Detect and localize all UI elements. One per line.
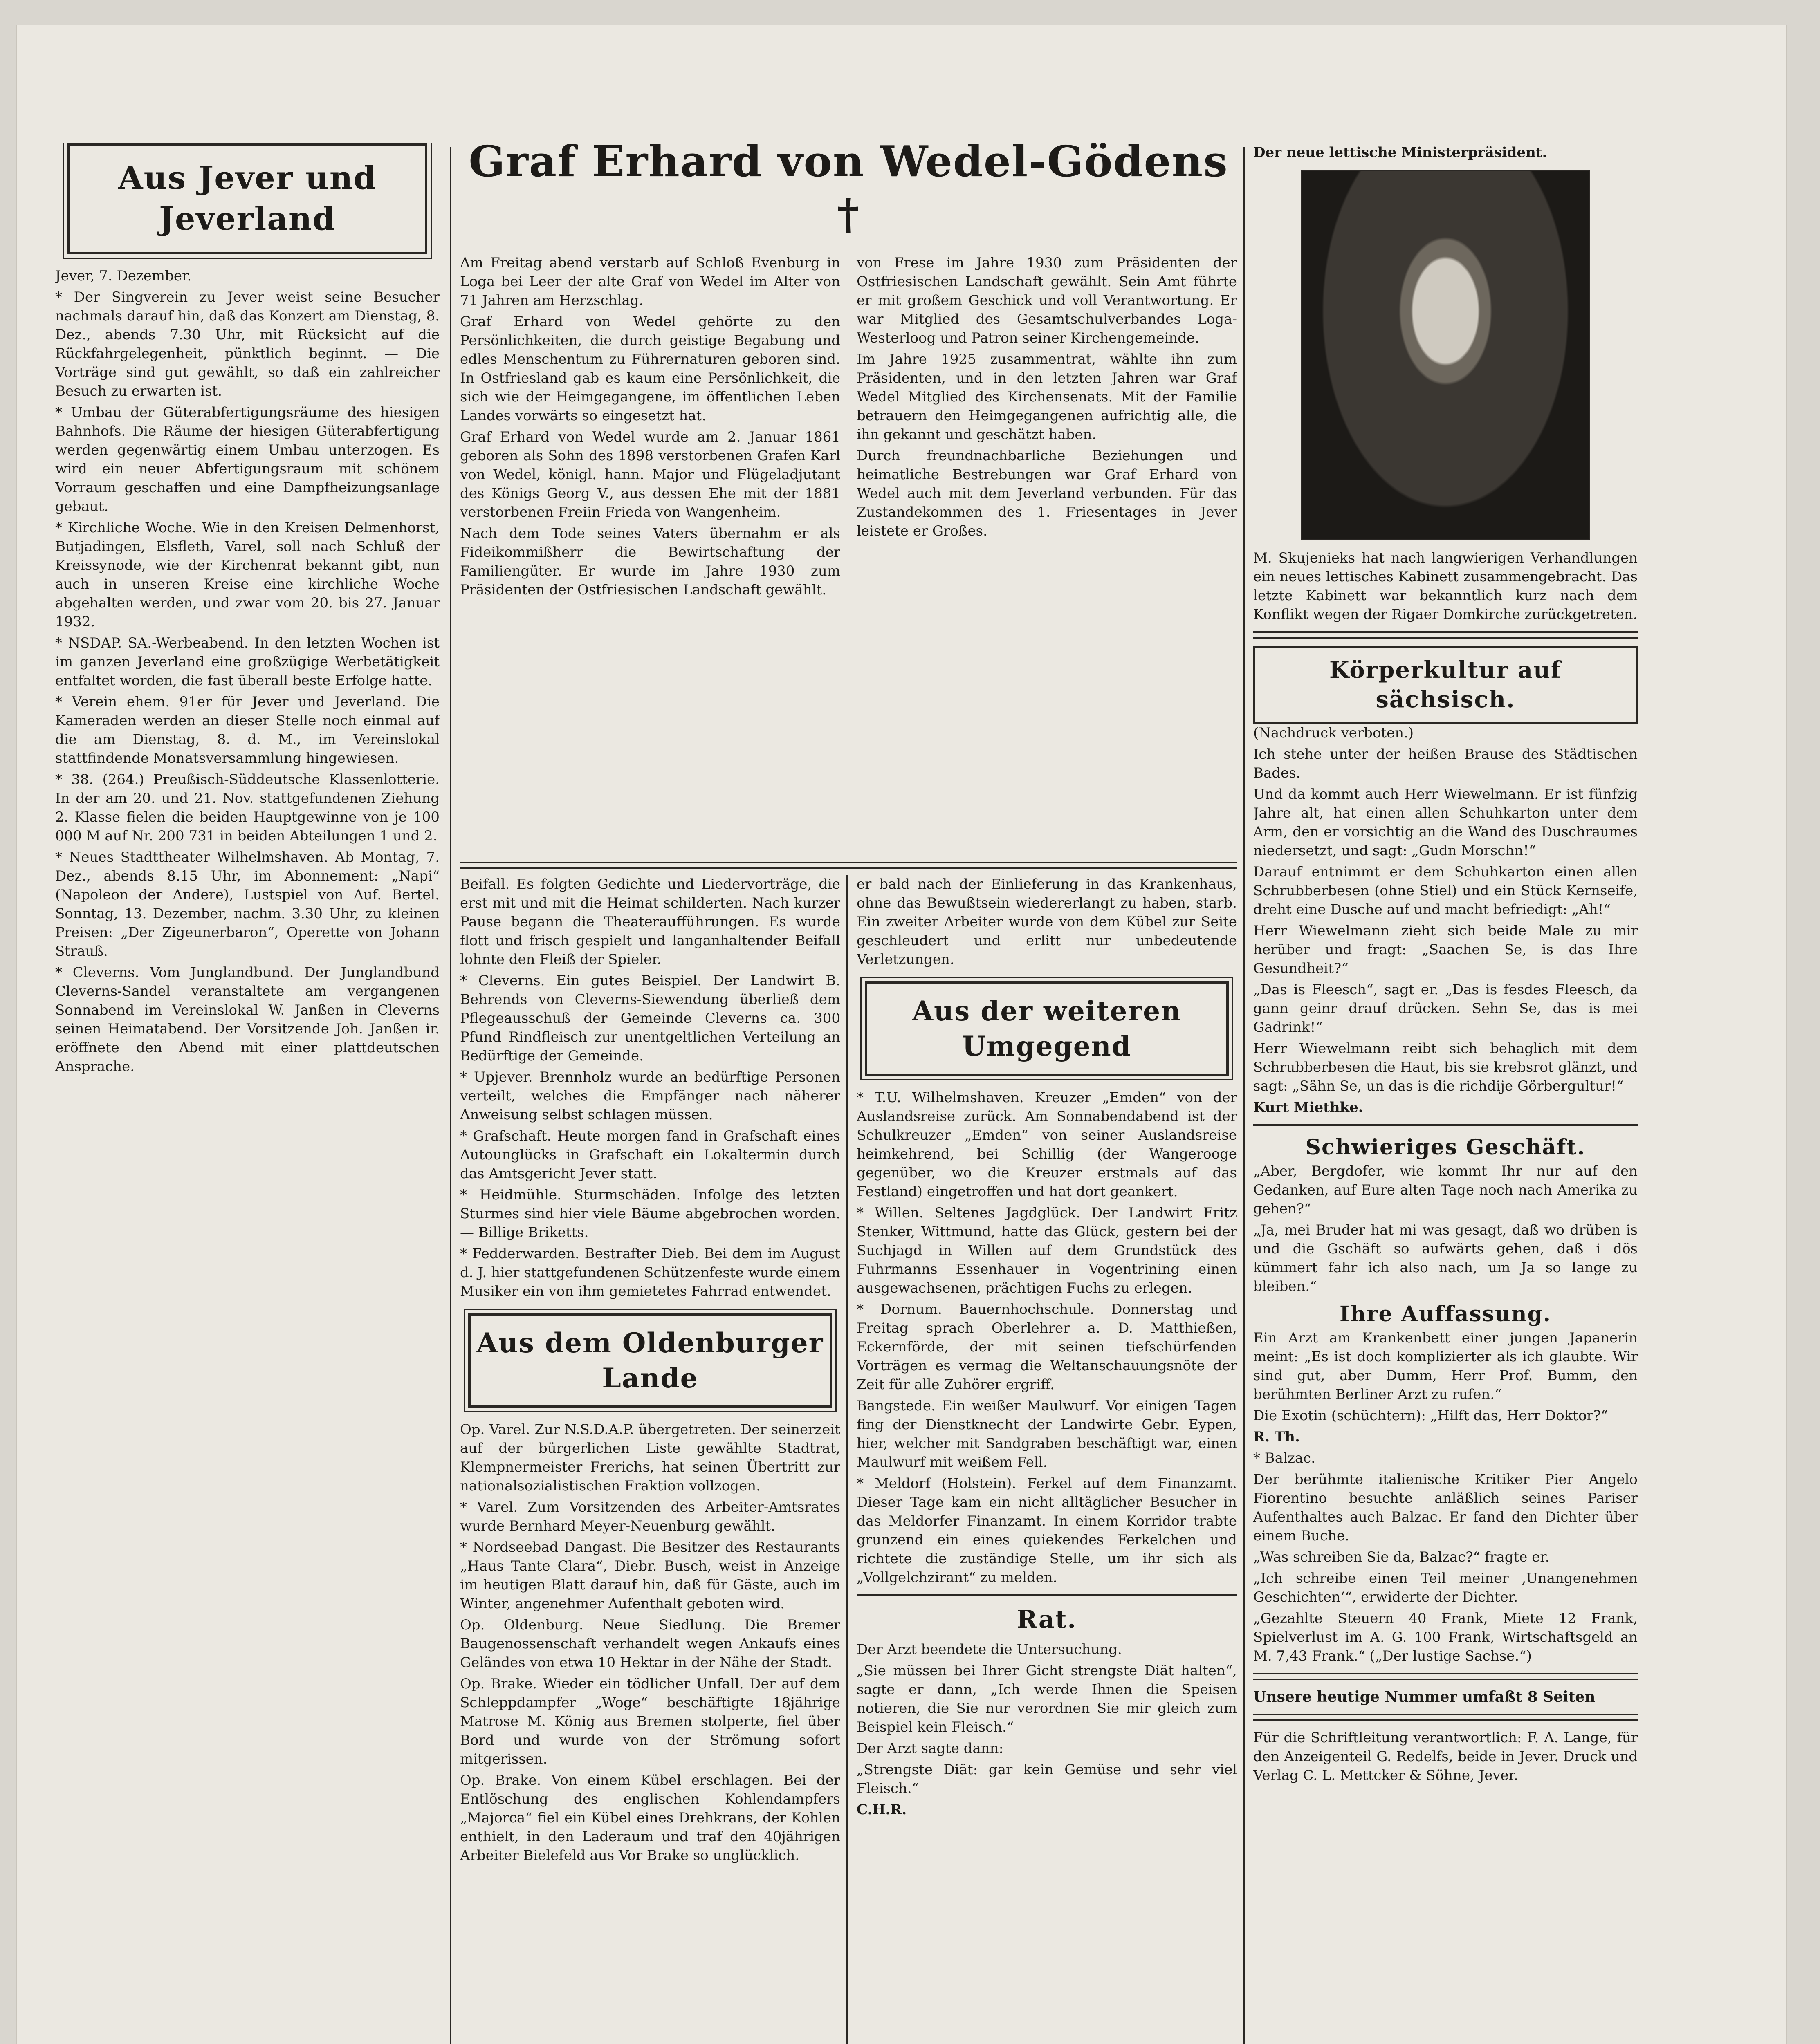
article-paragraph: * Nordseebad Dangast. Die Besitzer des Restaurants „Haus Tante Clara“, Diebr. Busch, weist in Anzeige im heutigen Blatt darauf hin, daß für Gäste, auch im Winter, angenehmer Aufenthalt geboten wird. xyxy=(460,1539,840,1612)
story-paragraph: „Ja, mei Bruder hat mi was gesagt, daß wo drüben is und die Gschäft so aufwärts gehen, daß i dös kümmert fahr ich also nach, um Ja so lange zu bleiben.“ xyxy=(1253,1222,1638,1295)
rat-line: „Strengste Diät: gar kein Gemüse und sehr viel Fleisch.“ xyxy=(857,1762,1237,1797)
story-paragraph: „Gezahlte Steuern 40 Frank, Miete 12 Frank, Spielverlust im A. G. 100 Frank, Wirtschaftsgeld an M. 7,43 Frank.“ („Der lustige Sachse.“) xyxy=(1253,1610,1638,1664)
story-paragraph: „Ich schreibe einen Teil meiner ‚Unangenehmen Geschichten‘“, erwiderte der Dichter. xyxy=(1253,1570,1638,1605)
headline-article xyxy=(460,135,1237,854)
article-paragraph: * NSDAP. SA.-Werbeabend. In den letzten Wochen ist im ganzen Jeverland eine großzügige Werbetätigkeit entfaltet worden, die fast überall beste Erfolge hatte. xyxy=(55,635,440,689)
column-rule xyxy=(1243,147,1245,2044)
rat-line: Der Arzt sagte dann: xyxy=(857,1740,1003,1757)
imprint: Für die Schriftleitung verantwortlich: F. A. Lange, für den Anzeigenteil G. Redelfs, beide in Jever. Druck und Verlag C. L. Mettcker & Söhne, Jever. xyxy=(1253,1730,1638,1784)
story-paragraph: Der berühmte italienische Kritiker Pier Angelo Fiorentino besuchte anläßlich seines Pariser Aufenthaltes auch Balzac. Er fand den Dichter über einem Buche. xyxy=(1253,1471,1638,1544)
newspaper-page xyxy=(16,25,1787,2044)
article-paragraph: Durch freundnachbarliche Beziehungen und heimatliche Bestrebungen war Graf Erhard von Wedel auch mit dem Jeverland verbunden. Für das Zustandekommen des 1. Friesentages in Jever leistete er Großes. xyxy=(857,448,1237,539)
column-local-news xyxy=(460,875,840,2044)
story-paragraph: Und da kommt auch Herr Wiewelmann. Er ist fünfzig Jahre alt, hat einen allen Schuhkarton unter dem Arm, den er vorsichtig an die Wand des Duschraumes niedersetzt, und sagt: „Gudn Morschn!“ xyxy=(1253,786,1638,859)
article-paragraph: * Heidmühle. Sturmschäden. Infolge des letzten Sturmes sind hier viele Bäume abgebrochen worden. — Billige Briketts. xyxy=(460,1187,840,1241)
banner-oldenburg-title: Aus dem Oldenburger Lande xyxy=(476,1327,824,1394)
article-paragraph: * T.U. Wilhelmshaven. Kreuzer „Emden“ von der Auslandsreise zurück. Am Sonnabendabend ist der Schulkreuzer „Emden“ von seiner Auslandsreise heimkehrend, bei Schillig (der Wangerooge gegenüber, wo die Kreuzer erstmals auf das Festland) eingetroffen und hat dort geankert. xyxy=(857,1089,1237,1200)
portrait-photo xyxy=(1301,170,1590,540)
banner-oldenburg xyxy=(468,1313,832,1408)
article-paragraph: Graf Erhard von Wedel wurde am 2. Januar 1861 geboren als Sohn des 1898 verstorbenen Grafen Karl von Wedel, königl. hann. Major und Flügeladjutant des Königs Georg V., aus dessen Ehe mit der 1881 verstorbenen Freiin Frieda von Wangenheim. xyxy=(460,429,840,520)
column-rule xyxy=(846,875,848,2044)
banner-umgegend-title: Aus der weiteren Umgegend xyxy=(912,995,1182,1062)
article-paragraph: * Kirchliche Woche. Wie in den Kreisen Delmenhorst, Butjadingen, Elsfleth, Varel, soll nach Schluß der Kreissynode, wie der Kirchenrat bekannt gibt, nun auch in unseren Kreise eine kirchliche Woche abgehalten werden, und zwar vom 20. bis 27. Januar 1932. xyxy=(55,520,440,630)
story-paragraph: Die Exotin (schüchtern): „Hilft das, Herr Doktor?“ xyxy=(1253,1407,1608,1424)
banner-umgegend xyxy=(865,981,1229,1076)
section-divider xyxy=(1253,1124,1638,1126)
story-title: Schwieriges Geschäft. xyxy=(1305,1135,1586,1160)
article-paragraph: * Upjever. Brennholz wurde an bedürftige Personen verteilt, welches die Empfänger nach näherer Anweisung selbst schlagen müssen. xyxy=(460,1069,840,1123)
article-paragraph: Nach dem Tode seines Vaters übernahm er als Fideikommißherr die Bewirtschaftung der Familiengüter. Er wurde im Jahre 1930 zum Präsidenten der Ostfriesischen Landschaft gewählt. xyxy=(460,525,840,598)
article-paragraph: Op. Varel. Zur N.S.D.A.P. übergetreten. Der seinerzeit auf der bürgerlichen Liste gewählte Stadtrat, Klempnermeister Frerichs, hat seinen Übertritt zur nationalsozialistischen Fraktion vollzogen. xyxy=(460,1421,840,1494)
article-paragraph: * Der Singverein zu Jever weist seine Besucher nachmals darauf hin, daß das Konzert am Dienstag, 8. Dez., abends 7.30 Uhr, mit Rücksicht auf die Rückfahrgelegenheit, pünktlich beginnt. — Die Vorträge sind gut gewählt, so daß ein zahlreicher Besuch zu erwarten ist. xyxy=(55,289,440,399)
story-paragraph: Herr Wiewelmann zieht sich beide Male zu mir herüber und fragt: „Saachen Se, is das Ihre Gesundheit?“ xyxy=(1253,923,1638,977)
photo-caption: M. Skujenieks hat nach langwierigen Verhandlungen ein neues lettisches Kabinett zusammengebracht. Das letzte Kabinett war bekanntlich kurz nach dem Konflikt wegen der Rigaer Domkirche zurückgetreten. xyxy=(1253,550,1638,623)
story-paragraph: Herr Wiewelmann reibt sich behaglich mit dem Schrubberbesen die Haut, bis sie krebsrot glänzt, und sagt: „Sähn Se, un das is die richdije Görbergultur!“ xyxy=(1253,1040,1638,1094)
article-paragraph: * Meldorf (Holstein). Ferkel auf dem Finanzamt. Dieser Tage kam ein nicht alltäglicher Besucher in das Meldorfer Finanzamt. In einem Korridor trabte grunzend ein eines quiekendes Ferkelchen und richtete die zuständige Stelle, um ihr sich als „Vollgelchzirant“ zu melden. xyxy=(857,1475,1237,1586)
rat-signature: C.H.R. xyxy=(857,1802,907,1818)
article-paragraph: Bangstede. Ein weißer Maulwurf. Vor einigen Tagen fing der Dienstknecht der Landwirte Gebr. Eypen, hier, welcher mit Sandgraben beschäftigt war, einen Maulwurf mit weißem Fell. xyxy=(857,1398,1237,1470)
story-author: R. Th. xyxy=(1253,1429,1300,1445)
rat-title: Rat. xyxy=(1017,1605,1077,1634)
article-paragraph: Im Jahre 1925 zusammentrat, wählte ihn zum Präsidenten, und in den letzten Jahren war Graf Wedel Mitglied des Kirchensenats. Mit der Familie betrauern den Heimgegangenen aufrichtig alle, die ihn gekannt und geschätzt haben. xyxy=(857,351,1237,443)
article-paragraph: Graf Erhard von Wedel gehörte zu den Persönlichkeiten, die durch geistige Begabung und edles Menschentum zu Führernaturen geboren sind. In Ostfriesland gab es kaum eine Persönlichkeit, die sich wie der Heimgegangene, im öffentlichen Leben Landes vorwärts so eingesetzt hat. xyxy=(460,314,840,424)
article-paragraph: Op. Brake. Von einem Kübel erschlagen. Bei der Entlöschung des englischen Kohlendampfers „Majorca“ fiel ein Kübel eines Drehkrans, der Kohlen enthielt, in den Laderaum und traf den 40jährigen Arbeiter Bielefeld aus Vor Brake so unglücklich. xyxy=(460,1772,840,1864)
section-divider xyxy=(1253,1673,1638,1680)
article-paragraph: * Umbau der Güterabfertigungsräume des hiesigen Bahnhofs. Die Räume der hiesigen Güterabfertigung werden gegenwärtig einem Umbau unterzogen. Es wird ein neuer Abfertigungsraum mit schönem Vorraum geschaffen und eine Dampfheizungsanlage gebaut. xyxy=(55,404,440,515)
column-feuilleton xyxy=(1253,143,1638,2044)
article-paragraph: er bald nach der Einlieferung in das Krankenhaus, ohne das Bewußtsein wiedererlangt zu haben, starb. Ein zweiter Arbeiter wurde von dem Kübel zur Seite geschleudert und erlitt nur unbedeutende Verletzungen. xyxy=(857,876,1237,968)
article-paragraph: * Cleverns. Vom Junglandbund. Der Junglandbund Cleverns-Sandel veranstaltete am vergangenen Sonnabend im Vereinslokal W. Janßen in Cleverns seinen Heimatabend. Der Vorsitzende Joh. Janßen ir. eröffnete den Abend mit einer plattdeutschen Ansprache. xyxy=(55,964,440,1075)
story-title: Ihre Auffassung. xyxy=(1340,1302,1551,1327)
story-title-box xyxy=(1253,646,1638,724)
column-rule xyxy=(450,147,451,2044)
article-paragraph: Beifall. Es folgten Gedichte und Liedervorträge, die erst mit und mit die Heimat schilderten. Nach kurzer Pause begann die Theateraufführungen. Es wurde flott und frisch gespielt und langanhaltender Beifall lohnte den Fleiß der Spieler. xyxy=(460,876,840,968)
column-region xyxy=(857,875,1237,2044)
article-paragraph: * Willen. Seltenes Jagdglück. Der Landwirt Fritz Stenker, Wittmund, hatte das Glück, gestern bei der Suchjagd in Willen auf dem Grundstück des Fuhrmanns Essenhauer in Vogentrining einen ausgewachsenen, prächtigen Fuchs zu erlegen. xyxy=(857,1205,1237,1296)
article-paragraph: von Frese im Jahre 1930 zum Präsidenten der Ostfriesischen Landschaft gewählt. Sein Amt führte er mit großem Geschick und voll Verantwortung. Er war Mitglied des Gesamtschulverbandes Loga-Westerloog und Patron seiner Kirchengemeinde. xyxy=(857,255,1237,346)
article-paragraph: * Cleverns. Ein gutes Beispiel. Der Landwirt B. Behrends von Cleverns-Siewendung überließ dem Pflegeausschuß der Gemeinde Cleverns ca. 300 Pfund Rindfleisch zur unentgeltlichen Verteilung an Bedürftige der Gemeinde. xyxy=(460,973,840,1064)
article-paragraph: Am Freitag abend verstarb auf Schloß Evenburg in Loga bei Leer der alte Graf von Wedel im Alter von 71 Jahren am Herzschlag. xyxy=(460,255,840,309)
headline: Graf Erhard von Wedel-Gödens † xyxy=(469,136,1228,240)
story-paragraph: „Aber, Bergdofer, wie kommt Ihr nur auf den Gedanken, auf Eure alten Tage noch nach Amerika zu gehen?“ xyxy=(1253,1163,1638,1217)
story-paragraph: „Das is Fleesch“, sagt er. „Das is fesdes Fleesch, da gann geinr drauf drücken. Sehn Se, das is mei Gadrink!“ xyxy=(1253,982,1638,1035)
section-divider xyxy=(1253,1714,1638,1721)
article-paragraph: * Neues Stadttheater Wilhelmshaven. Ab Montag, 7. Dez., abends 8.15 Uhr, im Abonnement: „Napi“ (Napoleon der Andere), Lustspiel von Auf. Bertel. Sonntag, 13. Dezember, nachm. 3.30 Uhr, zu kleinen Preisen: „Der Zigeunerbaron“, Operette von Johann Strauß. xyxy=(55,849,440,959)
dateline: Jever, 7. Dezember. xyxy=(55,268,192,284)
banner-jever xyxy=(67,143,427,254)
rat-line: „Sie müssen bei Ihrer Gicht strengste Diät halten“, sagte er dann, „Ich werde Ihnen die Speisen notieren, die Sie nur verordnen Sie mir gleich zum Beispiel kein Fleisch.“ xyxy=(857,1663,1237,1735)
story-paragraph: „Was schreiben Sie da, Balzac?“ fragte er. xyxy=(1253,1549,1550,1565)
story-paragraph: * Balzac. xyxy=(1253,1450,1315,1466)
article-paragraph: * Verein ehem. 91er für Jever und Jeverland. Die Kameraden werden an dieser Stelle noch einmal auf die am Dienstag, 8. d. M., im Vereinslokal stattfindende Monatsversammlung hingewiesen. xyxy=(55,694,440,766)
article-paragraph: * 38. (264.) Preußisch-Süddeutsche Klassenlotterie. In der am 20. und 21. Nov. stattgefundenen Ziehung 2. Klasse fielen die beiden Hauptgewinne von je 100 000 M auf Nr. 200 731 in beiden Abteilungen 1 und 2. xyxy=(55,771,440,844)
story-author: Kurt Miethke. xyxy=(1253,1099,1363,1116)
column-jever xyxy=(55,143,440,2044)
banner-jever-title: Aus Jever und Jeverland xyxy=(118,159,377,238)
photo-caption-title: Der neue lettische Ministerpräsident. xyxy=(1253,144,1547,161)
article-paragraph: Op. Brake. Wieder ein tödlicher Unfall. Der auf dem Schleppdampfer „Woge“ beschäftigte 18jährige Matrose M. König aus Bremen stolperte, fiel über Bord und wurde von der Strömung sofort mitgerissen. xyxy=(460,1676,840,1767)
rat-line: Der Arzt beendete die Untersuchung. xyxy=(857,1641,1122,1658)
article-paragraph: Op. Oldenburg. Neue Siedlung. Die Bremer Baugenossenschaft verhandelt wegen Ankaufs eines Geländes von etwa 10 Hektar in der Nähe der Stadt. xyxy=(460,1617,840,1671)
section-divider xyxy=(857,1594,1237,1596)
story-paragraph: Ein Arzt am Krankenbett einer jungen Japanerin meint: „Es ist doch komplizierter als ich glaubte. Wir sind gut, aber Dumm, Herr Prof. Bumm, den berühmten Berliner Arzt zu rufen.“ xyxy=(1253,1330,1638,1403)
article-paragraph: * Fedderwarden. Bestrafter Dieb. Bei dem im August d. J. hier stattgefundenen Schützenfeste wurde einem Musiker ein von ihm gemietetes Fahrrad entwendet. xyxy=(460,1246,840,1300)
section-divider xyxy=(1253,631,1638,639)
story-paragraph: Ich stehe unter der heißen Brause des Städtischen Bades. xyxy=(1253,746,1638,781)
page-count-notice: Unsere heutige Nummer umfaßt 8 Seiten xyxy=(1253,1688,1596,1706)
story-title: Körperkultur auf sächsisch. xyxy=(1329,657,1562,713)
article-paragraph: * Grafschaft. Heute morgen fand in Grafschaft eines Autounglücks in Grafschaft ein Lokaltermin durch das Amtsgericht Jever statt. xyxy=(460,1128,840,1182)
article-paragraph: * Varel. Zum Vorsitzenden des Arbeiter-Amtsrates wurde Bernhard Meyer-Neuenburg gewählt. xyxy=(460,1499,840,1534)
story-paragraph: Darauf entnimmt er dem Schuhkarton einen allen Schrubberbesen (ohne Stiel) und ein Stück Kernseife, dreht eine Dusche auf und macht befriedigt: „Ah!“ xyxy=(1253,864,1638,918)
story-note: (Nachdruck verboten.) xyxy=(1253,725,1414,741)
headline-divider xyxy=(460,862,1237,869)
article-paragraph: * Dornum. Bauernhochschule. Donnerstag und Freitag sprach Oberlehrer a. D. Matthießen, Eckernförde, der mit seinen tiefschürfenden Vorträgen es vermag die Weltanschauungsnöte der Zeit für alle Zuhörer ergriff. xyxy=(857,1301,1237,1393)
